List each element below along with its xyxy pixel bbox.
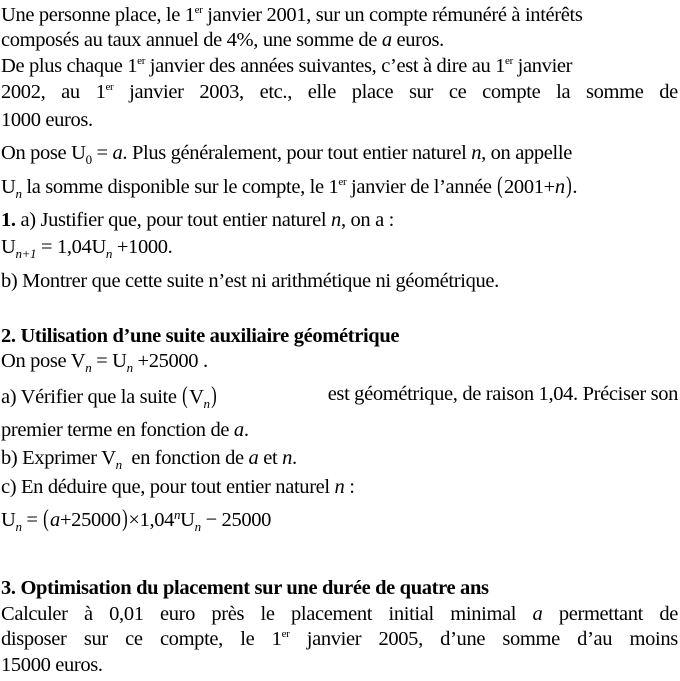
word: janvier: [129, 81, 184, 103]
q2-b-line: [1, 447, 297, 472]
subscript: n: [194, 519, 201, 534]
word: la: [556, 81, 571, 103]
text: :: [344, 476, 355, 498]
word: sur: [409, 81, 434, 103]
text: − 25000: [200, 509, 272, 531]
superscript-er: er: [105, 81, 114, 93]
superscript-er: er: [281, 628, 290, 640]
text: janvier: [512, 55, 573, 77]
word: de: [659, 603, 678, 625]
math-U: U: [1, 236, 16, 258]
text: On pose: [1, 350, 71, 372]
q1-b-line: [1, 271, 499, 292]
word: place: [351, 81, 394, 103]
word: janvier: [306, 628, 362, 650]
paren-close: ): [565, 173, 572, 199]
q2-formula: [1, 506, 272, 534]
subscript: n: [105, 246, 113, 261]
q2-a-line: [1, 383, 678, 411]
text: a) Justifier que, pour tout entier naturel: [15, 209, 332, 231]
text: 15000 euros.: [1, 654, 103, 676]
word: compte: [482, 81, 541, 103]
math-V: V: [70, 350, 86, 372]
intro-line-3: [1, 56, 572, 77]
text: .: [291, 447, 297, 469]
variable-n: n: [471, 142, 482, 164]
math-U: U: [1, 509, 16, 531]
variable-a: a: [248, 447, 259, 469]
subscript: 0: [85, 152, 92, 167]
text: janvier des années suivantes, c’est à dire au 1: [145, 55, 506, 77]
text: [1, 383, 217, 411]
q3-line-2: [1, 629, 678, 650]
subscript: n: [15, 186, 22, 201]
superscript-er: er: [338, 176, 347, 188]
text: 1000 euros.: [1, 109, 93, 131]
paren-open: (: [497, 173, 503, 199]
text: , on appelle: [481, 142, 572, 164]
word: à: [84, 603, 93, 625]
intro-line-5: [1, 110, 93, 131]
math-V: V: [189, 386, 204, 408]
word: 0,01: [109, 603, 144, 625]
word: d’une: [440, 628, 486, 650]
word: elle: [307, 81, 336, 103]
math-U: U: [71, 142, 86, 164]
variable-a: a: [112, 142, 123, 164]
text: est géométrique, de raison 1,04. Préciser son: [327, 383, 678, 405]
word: moins: [629, 628, 678, 650]
word: sur: [83, 628, 108, 650]
text: = 1,04U: [36, 236, 106, 258]
math-V: V: [101, 447, 116, 469]
word: somme: [502, 628, 560, 650]
section-title: 3. Optimisation du placement sur une durée de quatre ans: [1, 577, 489, 599]
superscript-er: er: [505, 55, 513, 67]
text: b) Exprimer: [1, 447, 102, 469]
text: .: [243, 419, 249, 441]
q1-a-line: [1, 210, 394, 231]
text: premier terme en fonction de: [1, 419, 234, 441]
word: permettant: [558, 603, 643, 625]
word: a: [532, 603, 543, 625]
word: compte,: [159, 628, 223, 650]
q3-line-3: [1, 655, 103, 676]
word: disposer: [1, 628, 67, 650]
text: = U: [91, 350, 127, 372]
text: et: [258, 447, 283, 469]
word: d’au: [577, 628, 613, 650]
subscript: n: [115, 457, 122, 472]
q2-title: [1, 326, 399, 347]
word: placement: [291, 603, 373, 625]
word: 1er: [95, 81, 114, 103]
word: de: [659, 81, 678, 103]
variable-n: n: [334, 476, 345, 498]
q2-c-line: [1, 477, 355, 498]
text: janvier 2001, sur un compte rémunéré à intérêts: [202, 4, 583, 26]
variable-a: a: [50, 509, 60, 531]
word: euro: [160, 603, 196, 625]
intro-line-2: [1, 30, 444, 51]
text: De plus chaque 1: [1, 55, 138, 77]
variable-a: a: [381, 29, 392, 51]
word: le: [240, 628, 255, 650]
subscript: n: [85, 360, 92, 375]
math-U: U: [1, 176, 16, 198]
text: +25000 .: [132, 350, 208, 372]
paren-open: (: [182, 383, 188, 409]
variable-n: n: [282, 447, 292, 469]
paren-close: ): [121, 506, 128, 532]
q2-a-cont: [1, 420, 249, 441]
word: Calculer: [1, 603, 68, 625]
variable-a: a: [233, 419, 244, 441]
intro-line-1: [1, 5, 583, 26]
word: 2002,: [1, 81, 46, 103]
q1-formula: [1, 236, 173, 261]
text: +25000: [59, 509, 121, 531]
word: etc.,: [259, 81, 292, 103]
q2-pose: [1, 350, 208, 375]
text: +1000.: [112, 236, 173, 258]
subscript: n: [15, 519, 22, 534]
paren-close: ): [210, 383, 217, 409]
subscript: n: [126, 360, 133, 375]
q1-number: 1.: [1, 209, 16, 231]
paren-open: (: [43, 506, 49, 532]
text: janvier de l’année: [346, 176, 497, 198]
math-U: U: [180, 509, 195, 531]
word: 1er: [271, 628, 290, 650]
q3-line-1: [1, 604, 678, 625]
text: Une personne place, le 1: [1, 4, 195, 26]
word: minimal: [450, 603, 517, 625]
subscript: n+1: [15, 246, 37, 261]
variable-n: n: [554, 176, 565, 198]
word: le: [260, 603, 275, 625]
intro-line-7: [1, 173, 578, 201]
word: 2003,: [199, 81, 244, 103]
text: On pose: [1, 142, 72, 164]
subscript: n: [203, 396, 210, 411]
text: c) En déduire que, pour tout entier naturel: [1, 476, 335, 498]
text: .: [572, 176, 578, 198]
text: =: [91, 142, 113, 164]
word: 2005,: [378, 628, 423, 650]
variable-n: n: [331, 209, 341, 231]
section-title: 2. Utilisation d’une suite auxiliaire géométrique: [1, 325, 400, 347]
text: euros.: [391, 29, 444, 51]
word: initial: [388, 603, 434, 625]
text: b) Montrer que cette suite n’est ni arithmétique ni géométrique.: [1, 270, 499, 292]
word: au: [61, 81, 80, 103]
text: , on a :: [340, 209, 394, 231]
text: ×1,04: [128, 509, 175, 531]
word: près: [211, 603, 245, 625]
word: ce: [448, 81, 467, 103]
text: . Plus généralement, pour tout entier naturel: [122, 142, 472, 164]
intro-line-4: [1, 82, 678, 103]
text: a) Vérifier que la suite: [1, 386, 182, 408]
exponent-n: n: [174, 507, 181, 522]
intro-line-6: [1, 142, 572, 167]
text: 2001+: [504, 176, 555, 198]
superscript-er: er: [137, 55, 146, 67]
text: la somme disponible sur le compte, le 1: [21, 176, 339, 198]
text: en fonction de: [121, 447, 249, 469]
word: somme: [586, 81, 644, 103]
text: =: [21, 509, 43, 531]
q3-title: [1, 578, 489, 599]
text: composés au taux annuel de 4%, une somme de: [1, 29, 382, 51]
superscript-er: er: [194, 4, 203, 16]
word: ce: [125, 628, 143, 650]
